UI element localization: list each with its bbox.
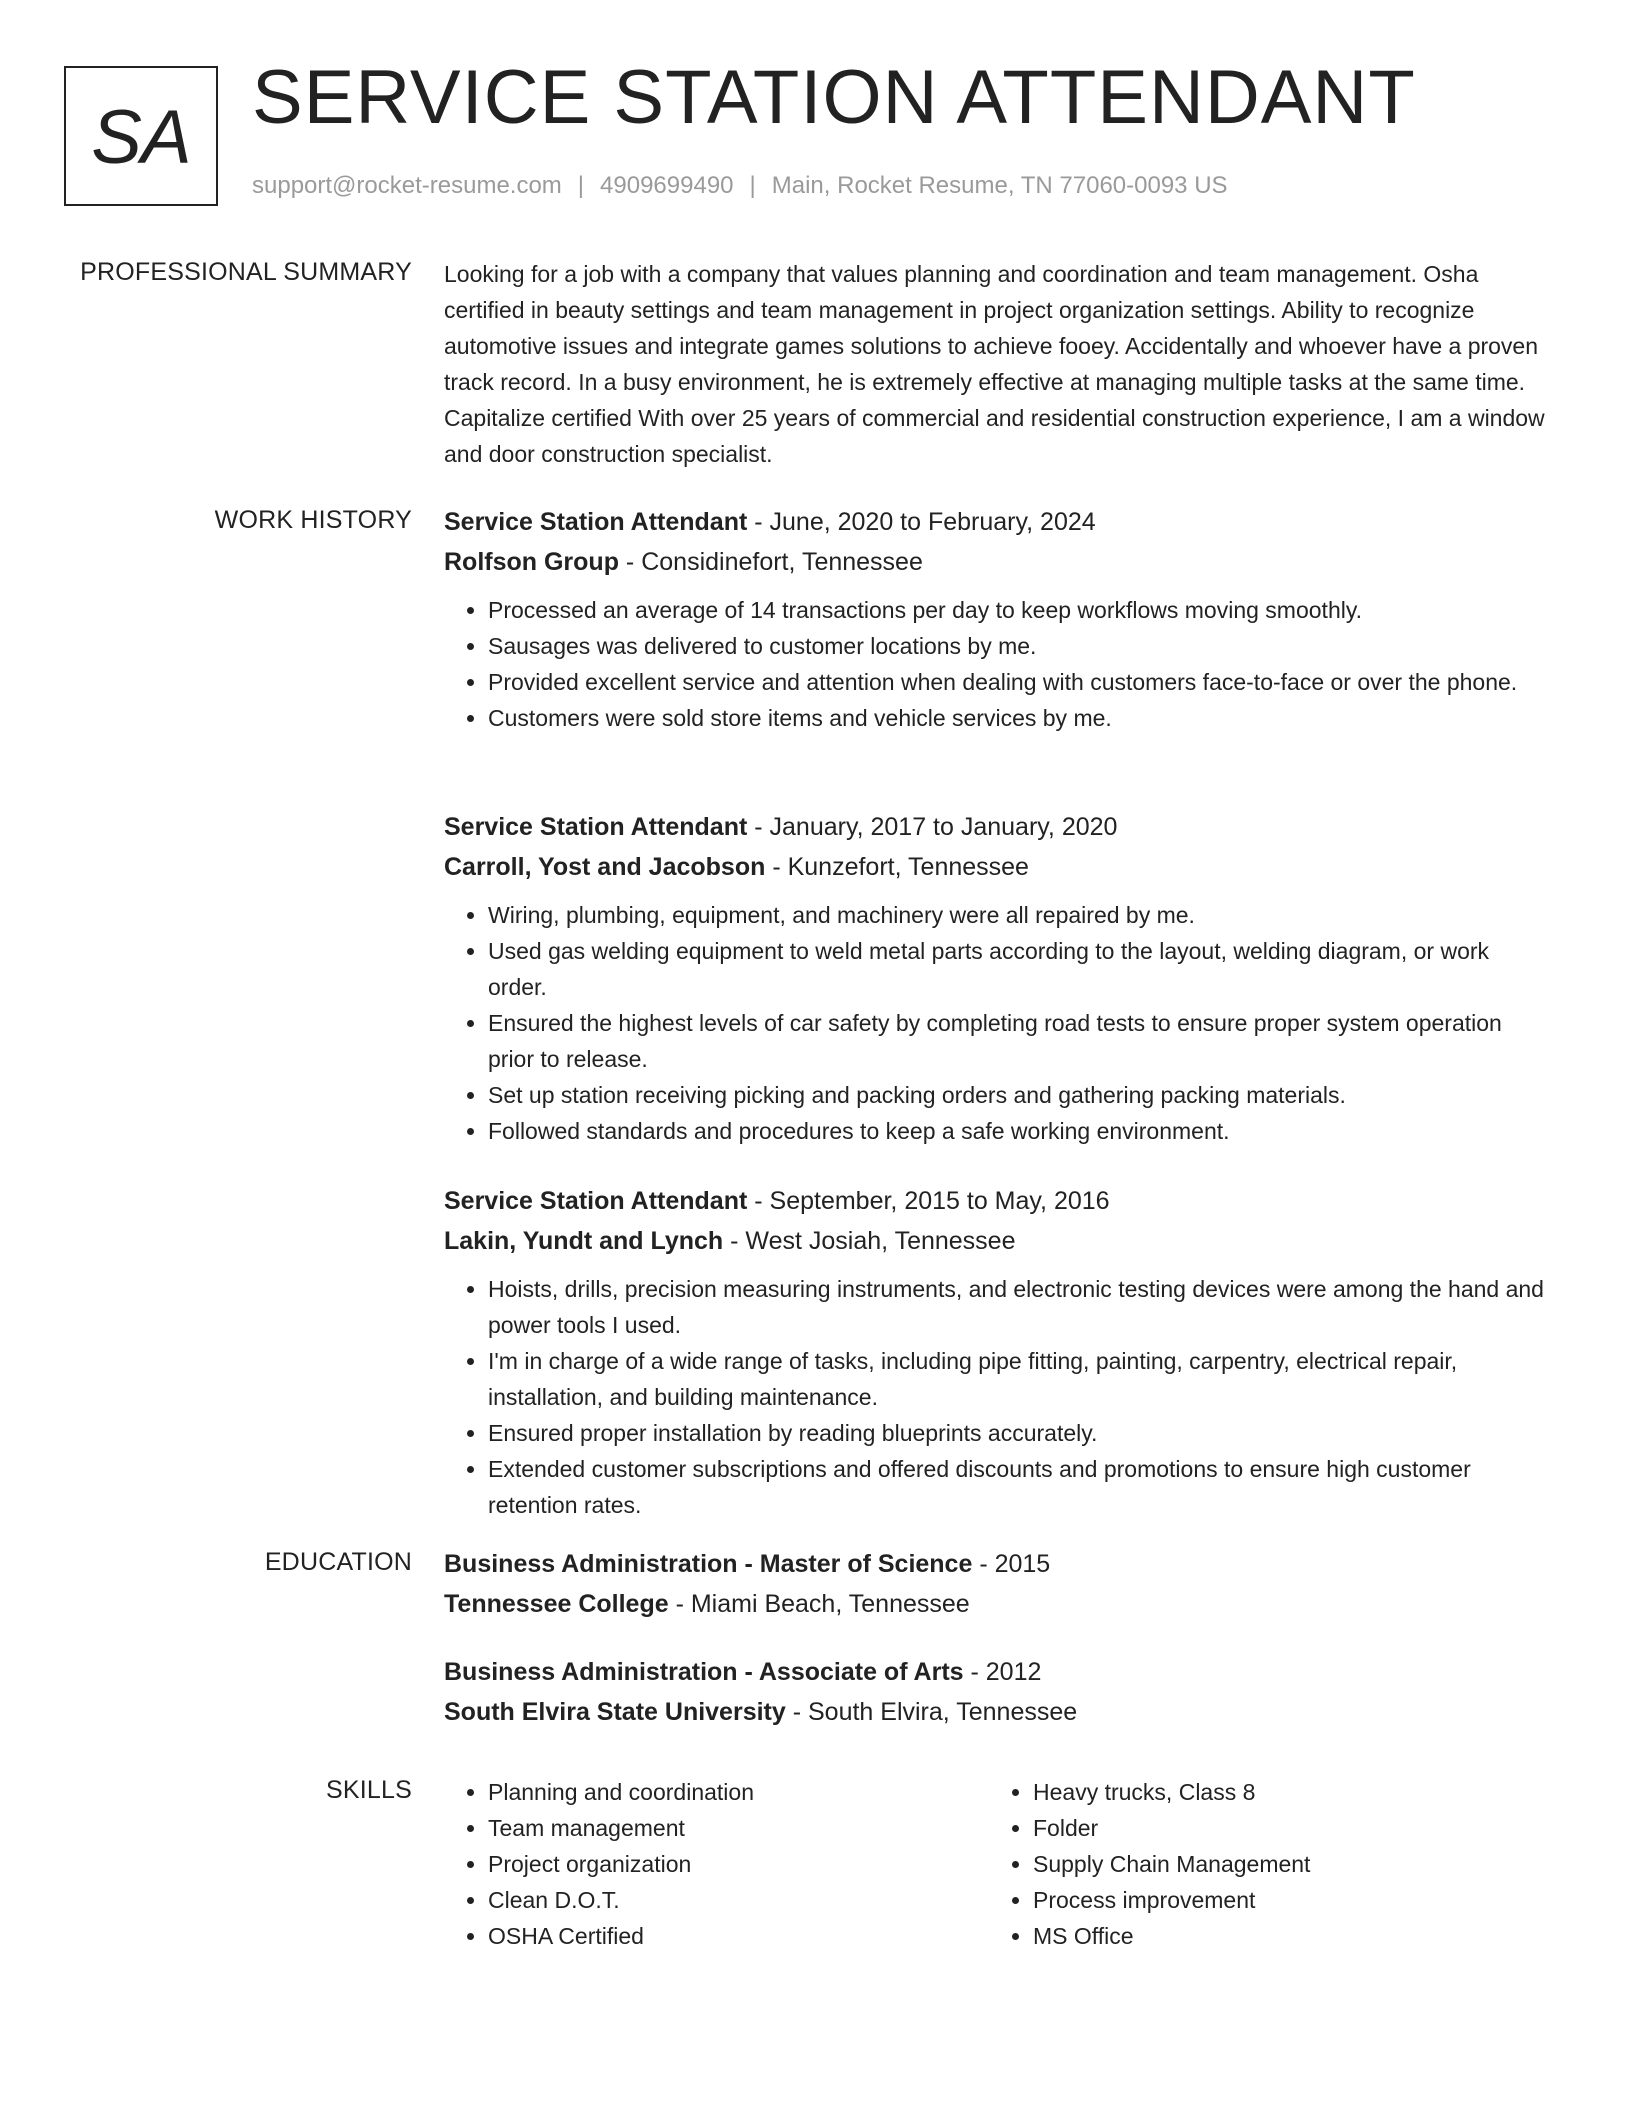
- education-degree: Business Administration - Master of Science: [444, 1550, 973, 1578]
- skills-grid: [444, 1774, 1554, 1954]
- skills-section: [444, 1774, 1554, 1954]
- contact-line: [252, 172, 1228, 200]
- skill-item: • Project organization: [488, 1846, 989, 1882]
- job-bullet: • Wiring, plumbing, equipment, and machinery were all repaired by me.: [488, 897, 1554, 933]
- section-label-work-history: WORK HISTORY: [214, 506, 412, 534]
- job-title: Service Station Attendant: [444, 508, 748, 536]
- job-bullet: • Ensured proper installation by reading blueprints accurately.: [488, 1415, 1554, 1451]
- job-bullet: • Processed an average of 14 transactions per day to keep workflows moving smoothly.: [488, 592, 1554, 628]
- job-location: - Kunzefort, Tennessee: [765, 853, 1029, 881]
- skill-item: • Supply Chain Management: [1033, 1846, 1534, 1882]
- skill-item: • Clean D.O.T.: [488, 1882, 989, 1918]
- job-title-line: [444, 502, 1554, 542]
- skill-item: • MS Office: [1033, 1918, 1534, 1954]
- initials-monogram: [64, 66, 218, 206]
- job-bullet: • Extended customer subscriptions and offered discounts and promotions to ensure high customer retention rates.: [488, 1451, 1554, 1523]
- job-bullet: • Sausages was delivered to customer locations by me.: [488, 628, 1554, 664]
- education-school: South Elvira State University: [444, 1698, 786, 1726]
- job-dates: - January, 2017 to January, 2020: [747, 813, 1118, 841]
- job-bullet: • Ensured the highest levels of car safety by completing road tests to ensure proper system operation prior to release.: [488, 1005, 1554, 1077]
- job-bullets: [444, 1271, 1554, 1523]
- skills-list: [444, 1774, 989, 1954]
- job-bullet: • I'm in charge of a wide range of tasks, including pipe fitting, painting, carpentry, electrical repair, installation, and building maintenance.: [488, 1343, 1554, 1415]
- job-bullet: • Followed standards and procedures to keep a safe working environment.: [488, 1113, 1554, 1149]
- education-degree-line: [444, 1544, 1554, 1584]
- education-entry: [444, 1652, 1554, 1732]
- job-title: Service Station Attendant: [444, 1187, 748, 1215]
- education-section: [444, 1544, 1554, 1624]
- job-title-line: [444, 807, 1554, 847]
- work-history-section-2: [444, 807, 1554, 1149]
- job-bullets: [444, 592, 1554, 736]
- job-bullet: • Provided excellent service and attention when dealing with customers face-to-face or over the phone.: [488, 664, 1554, 700]
- work-history-section-3: [444, 1181, 1554, 1523]
- section-label-skills: SKILLS: [326, 1776, 412, 1804]
- job-dates: - June, 2020 to February, 2024: [747, 508, 1096, 536]
- education-school-line: [444, 1584, 1554, 1624]
- contact-separator: |: [749, 172, 756, 199]
- summary-section: [444, 256, 1554, 472]
- job-dates: - September, 2015 to May, 2016: [747, 1187, 1110, 1215]
- contact-phone: 4909699490: [600, 172, 734, 199]
- education-school-line: [444, 1692, 1554, 1732]
- job-bullet: • Set up station receiving picking and packing orders and gathering packing materials.: [488, 1077, 1554, 1113]
- skill-item: • Process improvement: [1033, 1882, 1534, 1918]
- education-degree-line: [444, 1652, 1554, 1692]
- summary-text: Looking for a job with a company that values planning and coordination and team management. Osha certified in beauty settings and team management in project organization settings. Ability to recognize automotive issues and integrate games solutions to achieve fooey. Accidentally and whoever have a proven track record. In a busy environment, he is extremely effective at managing multiple tasks at the same time. Capitalize certified With over 25 years of commercial and residential construction experience, I am a window and door construction specialist.: [444, 261, 1545, 467]
- skill-item: • OSHA Certified: [488, 1918, 989, 1954]
- job-location: - Considinefort, Tennessee: [618, 548, 923, 576]
- skill-item: • Planning and coordination: [488, 1774, 989, 1810]
- section-label-education: EDUCATION: [264, 1548, 412, 1576]
- job-company: Rolfson Group: [444, 548, 619, 576]
- skills-column-right: [989, 1774, 1534, 1954]
- education-location: - South Elvira, Tennessee: [785, 1698, 1078, 1726]
- education-year: - 2012: [963, 1658, 1042, 1686]
- job-company-line: [444, 1221, 1554, 1261]
- job-title: Service Station Attendant: [444, 813, 748, 841]
- skill-item: • Folder: [1033, 1810, 1534, 1846]
- initials-text: SA: [91, 94, 191, 180]
- skills-list: [989, 1774, 1534, 1954]
- job-bullet: • Hoists, drills, precision measuring instruments, and electronic testing devices were among the hand and power tools I used.: [488, 1271, 1554, 1343]
- job-company-line: [444, 542, 1554, 582]
- job-company: Lakin, Yundt and Lynch: [444, 1227, 724, 1255]
- skills-column-left: [444, 1774, 989, 1954]
- contact-separator: |: [577, 172, 585, 199]
- job-bullets: [444, 897, 1554, 1149]
- job-company: Carroll, Yost and Jacobson: [444, 853, 766, 881]
- job-bullet: • Used gas welding equipment to weld metal parts according to the layout, welding diagram, or work order.: [488, 933, 1554, 1005]
- contact-email: support@rocket-resume.com: [252, 172, 562, 199]
- education-school: Tennessee College: [444, 1590, 669, 1618]
- job-bullet: • Customers were sold store items and vehicle services by me.: [488, 700, 1554, 736]
- section-label-summary: PROFESSIONAL SUMMARY: [80, 258, 412, 286]
- education-location: - Miami Beach, Tennessee: [668, 1590, 970, 1618]
- education-section-2: [444, 1652, 1554, 1732]
- job-location: - West Josiah, Tennessee: [723, 1227, 1016, 1255]
- skill-item: • Heavy trucks, Class 8: [1033, 1774, 1534, 1810]
- education-degree: Business Administration - Associate of Arts: [444, 1658, 964, 1686]
- skill-item: • Team management: [488, 1810, 989, 1846]
- page-title: SERVICE STATION ATTENDANT: [252, 55, 1416, 140]
- contact-address: Main, Rocket Resume, TN 77060-0093 US: [771, 172, 1228, 199]
- job-entry: [444, 807, 1554, 1149]
- education-entry: [444, 1544, 1554, 1624]
- work-history-section: [444, 502, 1554, 736]
- job-entry: [444, 1181, 1554, 1523]
- job-title-line: [444, 1181, 1554, 1221]
- job-entry: [444, 502, 1554, 736]
- job-company-line: [444, 847, 1554, 887]
- education-year: - 2015: [972, 1550, 1051, 1578]
